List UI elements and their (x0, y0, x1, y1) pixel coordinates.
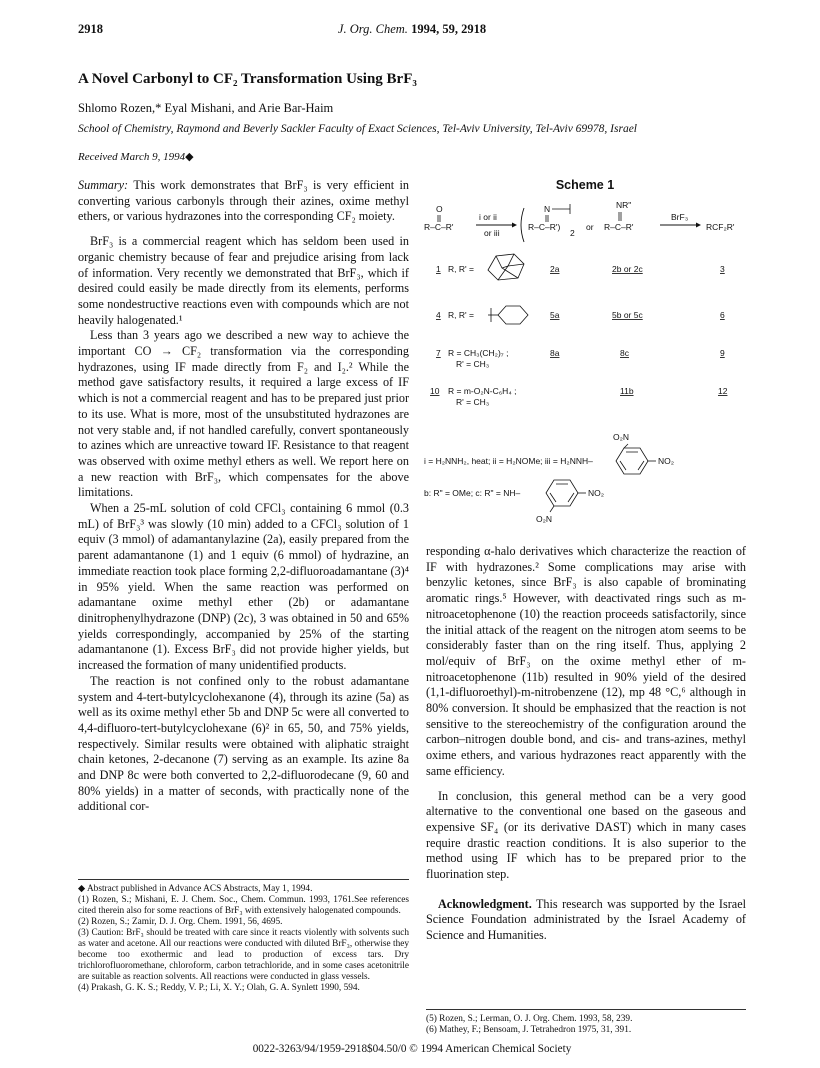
footnote: (1) Rozen, S.; Mishani, E. J. Chem. Soc., Chem. Commun. 1993, 1761.See references cited therein also for some reactions of BrF₃ with extensively halogenated compounds. (78, 895, 409, 916)
footnote: (6) Mathey, F.; Bensoam, J. Tetrahedron 1975, 31, 391. (426, 1025, 632, 1035)
other-id: 11b (620, 386, 634, 396)
acknowledgment-label: Acknowledgment. (438, 896, 532, 911)
body-paragraph: Less than 3 years ago we described a new way to achieve the important CO → CF₂ transformation via the corresponding hydrazones, using IF made directly from F₂ and I₂.² While the method gave satisfactory results, it required a large excess of IF which is not a commercial reagent and has to be prepared just prior to its use. What is more, most of the unsubstituted hydrazones are not very stable and, if not handled carefully, convert spontaneously to azines which are unreactive toward IF. Resistance to that reagent was observed with oxime methyl ethers as well. We report here on a new reaction with BrF₃, which compensates for the above limitations. (78, 328, 409, 500)
adamantane-icon (488, 254, 524, 280)
footnote: (5) Rozen, S.; Lerman, O. J. Org. Chem. 1993, 58, 239. (426, 1014, 633, 1024)
received-date: Received March 9, 1994◆ (78, 151, 194, 163)
row-number: 7 (436, 348, 441, 358)
journal-citation (78, 22, 746, 37)
product-id: 12 (718, 386, 728, 396)
row-number: 10 (430, 386, 440, 396)
ketone-formula: R–C–R' (424, 222, 454, 232)
acknowledgment (426, 897, 746, 944)
scheme-title: Scheme 1 (555, 178, 615, 192)
row-r-label: R = CH₃(CH₂)₇ ; (448, 348, 509, 358)
footnote: (2) Rozen, S.; Zamir, D. J. Org. Chem. 1991, 56, 4695. (78, 917, 283, 927)
bc-no2: NO₂ (588, 488, 605, 498)
article-title: A Novel Carbonyl to CF₂ Transformation Using BrF₃ (78, 71, 417, 87)
azine-id: 8a (550, 348, 560, 358)
acknowledgment-text: This research was supported by the Israel Science Foundation administrated by the Israel Academy of Science and Humanities. (426, 896, 746, 943)
scheme-drawing (420, 178, 750, 528)
footnote: (3) Caution: BrF₃ should be treated with care since it reacts violently with solvents such as water and acetone. All our reactions were conducted with diluted BrF₃, otherwise they become too exothermic and lead to production of excess tars. Dry trichlorofluoromethane, chloroform, carbon tetrachloride, and in some cases acetonitrile are suitable as reaction solvents. All reactions were conducted in glass vessels. (78, 928, 409, 982)
body-paragraph: The reaction is not confined only to the robust adamantane system and 4-tert-butylcyclohexanone (4), through its azine (5a) as well as its oxime methyl ether 5b and DNP 5c were all converted to 4,4-difluoro-tert-butylcyclohexane (6)² in 65, 50, and 75% yields, respectively. Similar results were obtained with aliphatic straight chain ketones, 2-decanone (7) serving as an example. Its azine 8a and DNP 8c were both converted to 2,2-difluorodecane (9, 60 and 80% yields) in a matter of seconds, with practically none of the additional cor- (78, 673, 409, 814)
arrow1-reagents: i or ii (479, 212, 497, 222)
left-column (78, 178, 409, 815)
product-id: 3 (720, 264, 725, 274)
footnote: (4) Prakash, G. K. S.; Reddy, V. P.; Li, X. Y.; Olah, G. A. Synlett 1990, 594. (78, 983, 360, 993)
final-product: RCF₂R' (706, 222, 735, 232)
arrow2-reagent: BrF₃ (671, 212, 689, 222)
product-id: 9 (720, 348, 725, 358)
row-r-label: R, R' = (448, 310, 474, 320)
reaction-scheme (420, 178, 750, 528)
product-id: 6 (720, 310, 725, 320)
row-r2-label: R' = CH₃ (456, 359, 490, 369)
other-id: 8c (620, 348, 629, 358)
footnotes-left (78, 879, 409, 994)
tert-butylcyclohexane-icon (488, 306, 528, 324)
footnotes-right (426, 1009, 746, 1036)
body-paragraph: In conclusion, this general method can be a very good alternative to the conventional one based on the gaseous and expensive SF₄ (or its derivative DAST) which in many cases require drastic reaction conditions. It is also superior to the method using IF which has to be prepared prior to the fluorination step. (426, 788, 746, 882)
azine-nitrogen: N (544, 204, 551, 214)
summary-text: This work demonstrates that BrF₃ is very efficient in converting various carbonyls through their azines, oxime methyl ethers, or various hydrazones into the corresponding CF₂ moiety. (78, 178, 409, 224)
benzene-ring-icon (546, 480, 586, 512)
azine-formula: R–C–R') (528, 222, 561, 232)
footnote: ◆ Abstract published in Advance ACS Abstracts, May 1, 1994. (78, 884, 313, 894)
row-r-label: R, R' = (448, 264, 474, 274)
reagent-o2n: O₂N (613, 432, 630, 442)
bc-key: b: R" = OMe; c: R" = NH– (424, 488, 521, 498)
author-list: Shlomo Rozen,* Eyal Mishani, and Arie Bar-Haim (78, 101, 334, 115)
row-r-label: R = m-O₂N-C₆H₄ ; (448, 386, 517, 396)
reagent-key: i = H₂NNH₂, heat; ii = H₂NOMe; iii = H₂NNH– (424, 456, 593, 466)
or-label: or (586, 222, 594, 232)
nr-label: NR" (616, 200, 632, 210)
azine-id: 5a (550, 310, 560, 320)
arrow1-alt: or iii (484, 228, 500, 238)
journal-name: J. Org. Chem. (337, 22, 408, 36)
row-number: 1 (436, 264, 441, 274)
summary-paragraph (78, 178, 409, 225)
azine-id: 2a (550, 264, 560, 274)
row-number: 4 (436, 310, 441, 320)
journal-volume: 1994, 59, 2918 (411, 22, 487, 36)
body-paragraph: When a 25-mL solution of cold CFCl₃ containing 6 mmol (0.3 mL) of BrF₃³ was slowly (10 min) added to a CFCl₃ solution of 1 equiv (3 mmol) of adamantanylazine (2a), easily prepared from the parent adamantanone (1) and 1 equiv (6 mmol) of hydrazine, an immediate reaction took place forming 2,2-difluoroadamantane (3)⁴ in 95% yield. When the same reaction was performed on adamantane oxime methyl ether (2b) or adamantane dinitrophenylhydrazone (DNP) (2c), 3 was obtained in 50 and 65% yields correspondingly, accompanied by 25% of the starting adamantanone (1). Excess BrF₃ did not provide higher yields, but increased the formation of many unidentified products. (78, 501, 409, 673)
right-column (426, 544, 746, 944)
azine-subscript: 2 (570, 228, 575, 238)
other-id: 2b or 2c (612, 264, 643, 274)
row-r2-label: R' = CH₃ (456, 397, 490, 407)
body-paragraph: BrF₃ is a commercial reagent which has seldom been used in organic chemistry because of fear and prejudice arising from lack of information. Very recently we demonstrated that BrF₃, which if desired could easily be made directly from its elements, performs some nondestructive reactions even with compounds which are not heavily halogenated.¹ (78, 234, 409, 327)
summary-label: Summary: (78, 178, 129, 192)
ketone-oxygen: O (436, 204, 443, 214)
benzene-ring-icon (616, 444, 656, 474)
page-number: 2918 (78, 22, 103, 36)
hydrazone-formula: R–C–R' (604, 222, 634, 232)
affiliation: School of Chemistry, Raymond and Beverly Sackler Faculty of Exact Sciences, Tel-Aviv University, Tel-Aviv 69978, Israel (78, 123, 637, 135)
other-id: 5b or 5c (612, 310, 643, 320)
reagent-no2: NO₂ (658, 456, 675, 466)
body-paragraph: responding α-halo derivatives which characterize the reaction of IF with hydrazones.² Some complications may arise with benzylic ketones, since BrF₃ is also capable of brominating aromatic rings.⁵ However, with deactivated rings such as m-nitroacetophenone (10) the reaction proceeds satisfactorily, since the initial attack of the reagent on the nitrogen atom seems to be considerably faster than on the ring itself. Thus, applying 2 mol/equiv of BrF₃ on the oxime methyl ether of m-nitroacetophenone (11b) resulted in 90% yield of the desired (1,1-difluoroethyl)-m-nitrobenzene (12), mp 48 °C,⁶ although in 80% conversion. It should be emphasized that the reaction is not sensitive to the stereochemistry of the configuration around the carbon–nitrogen double bond, and cis- and trans-azines, methyl oxime ethers, and various hydrazones react apparently with the same efficiency. (426, 544, 746, 778)
bc-o2n: O₂N (536, 514, 553, 524)
copyright-line: 0022-3263/94/1959-2918$04.50/0 © 1994 American Chemical Society (252, 1043, 572, 1055)
